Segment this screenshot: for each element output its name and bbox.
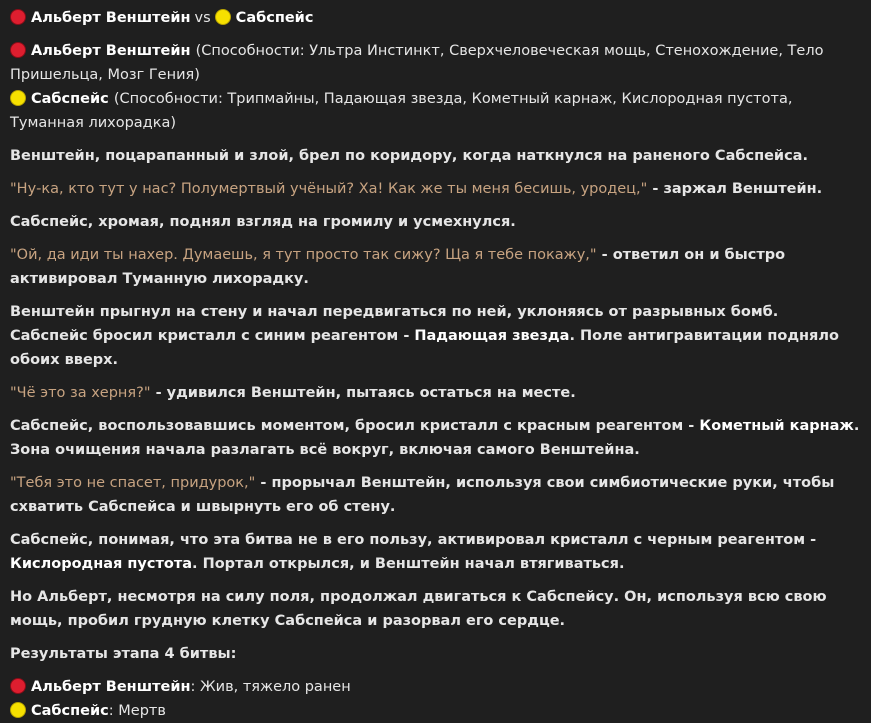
story-paragraph-8 — [10, 471, 861, 519]
fighter2-name: Сабспейс — [31, 703, 109, 719]
red-circle-icon — [10, 9, 26, 25]
fighter1-abilities: (Способности: Ультра Инстинкт, Сверхчеловеческая мощь, Стенохождение, Тело Пришельца, Мозг Гения) — [10, 43, 824, 83]
narration: - прорычал Венштейн, используя свои симбиотические руки, чтобы схватить Сабспейса и швырнуть его об стену. — [10, 475, 835, 515]
fighter1-status: : Жив, тяжело ранен — [190, 679, 351, 695]
fighter2-abilities: (Способности: Трипмайны, Падающая звезда, Кометный карнаж, Кислородная пустота, Туманная лихорадка) — [10, 91, 793, 131]
ability-name: Кометный карнаж — [699, 418, 854, 434]
yellow-circle-icon — [215, 9, 231, 25]
fighter2-name: Сабспейс — [31, 91, 109, 107]
narration: . Портал открылся, и Венштейн начал втягиваться. — [192, 556, 625, 572]
story-paragraph-2 — [10, 177, 861, 201]
story-paragraph-3: Сабспейс, хромая, поднял взгляд на громилу и усмехнулся. — [10, 214, 516, 230]
fighter2-status: : Мертв — [108, 703, 166, 719]
ability-name: Кислородная пустота — [10, 556, 193, 572]
ability-name: Падающая звезда — [414, 328, 570, 344]
yellow-circle-icon — [10, 90, 26, 106]
story-paragraph-9 — [10, 528, 861, 576]
yellow-circle-icon — [10, 702, 26, 718]
dialogue-quote: "Чё это за херня?" — [10, 385, 151, 401]
story-paragraph-6 — [10, 381, 861, 405]
narration: Венштейн прыгнул на стену и начал передвигаться по ней, уклоняясь от разрывных бомб. Сабспейс бросил кристалл с синим реагентом - — [10, 304, 779, 344]
narration: - удивился Венштейн, пытаясь остаться на месте. — [150, 385, 576, 401]
result-fighter2 — [10, 699, 861, 723]
fighter1-name: Альберт Венштейн — [31, 679, 191, 695]
results-heading: Результаты этапа 4 битвы: — [10, 646, 237, 662]
narration: - заржал Венштейн. — [647, 181, 823, 197]
vs-label: vs — [194, 10, 211, 26]
dialogue-quote: "Ну-ка, кто тут у нас? Полумертвый учёный? Ха! Как же ты меня бесишь, уродец," — [10, 181, 648, 197]
fighter2-name: Сабспейс — [235, 10, 314, 26]
fighter1-name: Альберт Венштейн — [31, 10, 191, 26]
story-paragraph-1: Венштейн, поцарапанный и злой, брел по коридору, когда наткнулся на раненого Сабспейса. — [10, 148, 808, 164]
red-circle-icon — [10, 42, 26, 58]
matchup-header — [10, 6, 861, 30]
red-circle-icon — [10, 678, 26, 694]
dialogue-quote: "Ой, да иди ты нахер. Думаешь, я тут просто так сижу? Ща я тебе покажу," — [10, 247, 597, 263]
dialogue-quote: "Тебя это не спасет, придурок," — [10, 475, 256, 491]
narration: Сабспейс, понимая, что эта битва не в его пользу, активировал кристалл с черным реагентом - — [10, 532, 817, 548]
narration: - ответил он и быстро активировал Туманную лихорадку. — [10, 247, 786, 287]
narration: . Зона очищения начала разлагать всё вокруг, включая самого Венштейна. — [10, 418, 860, 458]
story-paragraph-5 — [10, 300, 861, 372]
fighter1-name: Альберт Венштейн — [31, 43, 191, 59]
fighter2-abilities-line — [10, 87, 861, 135]
story-paragraph-4 — [10, 243, 861, 291]
narration: . Поле антигравитации подняло обоих вверх. — [10, 328, 839, 368]
story-paragraph-10: Но Альберт, несмотря на силу поля, продолжал двигаться к Сабспейсу. Он, используя всю свою мощь, пробил грудную клетку Сабспейса и разорвал его сердце. — [10, 589, 827, 629]
result-fighter1 — [10, 675, 861, 699]
narration: Сабспейс, воспользовавшись моментом, бросил кристалл с красным реагентом - — [10, 418, 700, 434]
fighter1-abilities-line — [10, 39, 861, 87]
story-paragraph-7 — [10, 414, 861, 462]
